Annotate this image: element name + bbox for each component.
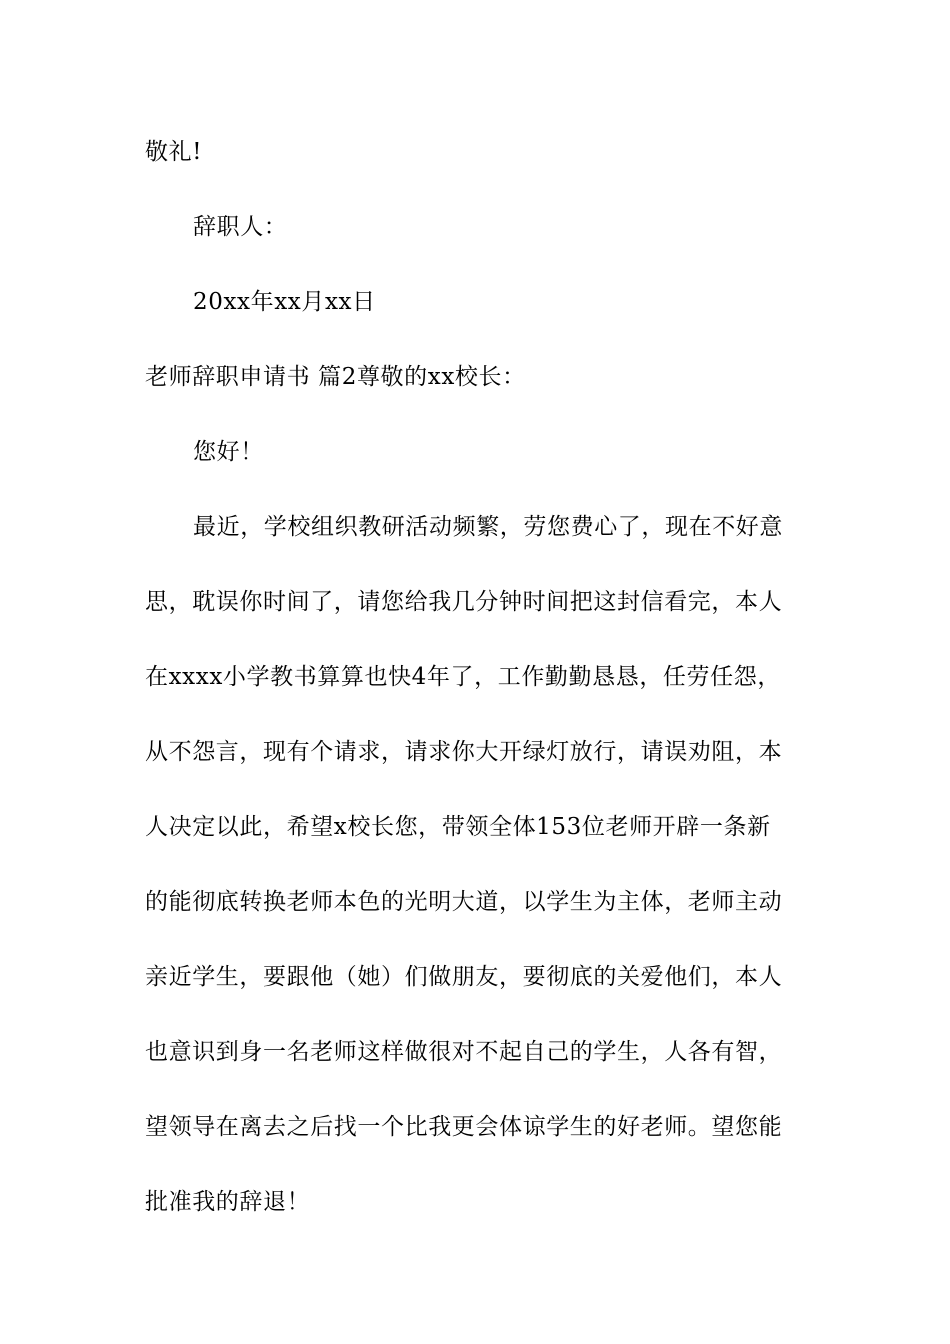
body-line: 的能彻底转换老师本色的光明大道，以学生为主体，老师主动 <box>145 889 783 915</box>
body-line: 也意识到身一名老师这样做很对不起自己的学生，人各有智， <box>145 1039 783 1065</box>
body-line: 思，耽误你时间了，请您给我几分钟时间把这封信看完，本人 <box>145 589 783 615</box>
section-heading: 老师辞职申请书 篇2尊敬的xx校长： <box>145 364 526 390</box>
body-line: 亲近学生，要跟他（她）们做朋友，要彻底的关爱他们，本人 <box>145 964 783 990</box>
date-text: 20xx年xx月xx日 <box>193 289 376 315</box>
body-line: 批准我的辞退！ <box>145 1189 311 1215</box>
closing-text: 敬礼! <box>145 139 203 165</box>
greeting-text: 您好！ <box>193 439 264 465</box>
body-line: 在xxxx小学教书算算也快4年了，工作勤勤恳恳，任劳任怨， <box>145 664 781 690</box>
signature-label: 辞职人： <box>193 214 288 240</box>
body-line: 人决定以此，希望x校长您，带领全体153位老师开辟一条新 <box>145 814 771 840</box>
body-line: 最近，学校组织教研活动频繁，劳您费心了，现在不好意 <box>193 514 783 540</box>
body-line: 从不怨言，现有个请求，请求你大开绿灯放行，请误劝阻，本 <box>145 739 783 765</box>
body-line: 望领导在离去之后找一个比我更会体谅学生的好老师。望您能 <box>145 1114 783 1140</box>
